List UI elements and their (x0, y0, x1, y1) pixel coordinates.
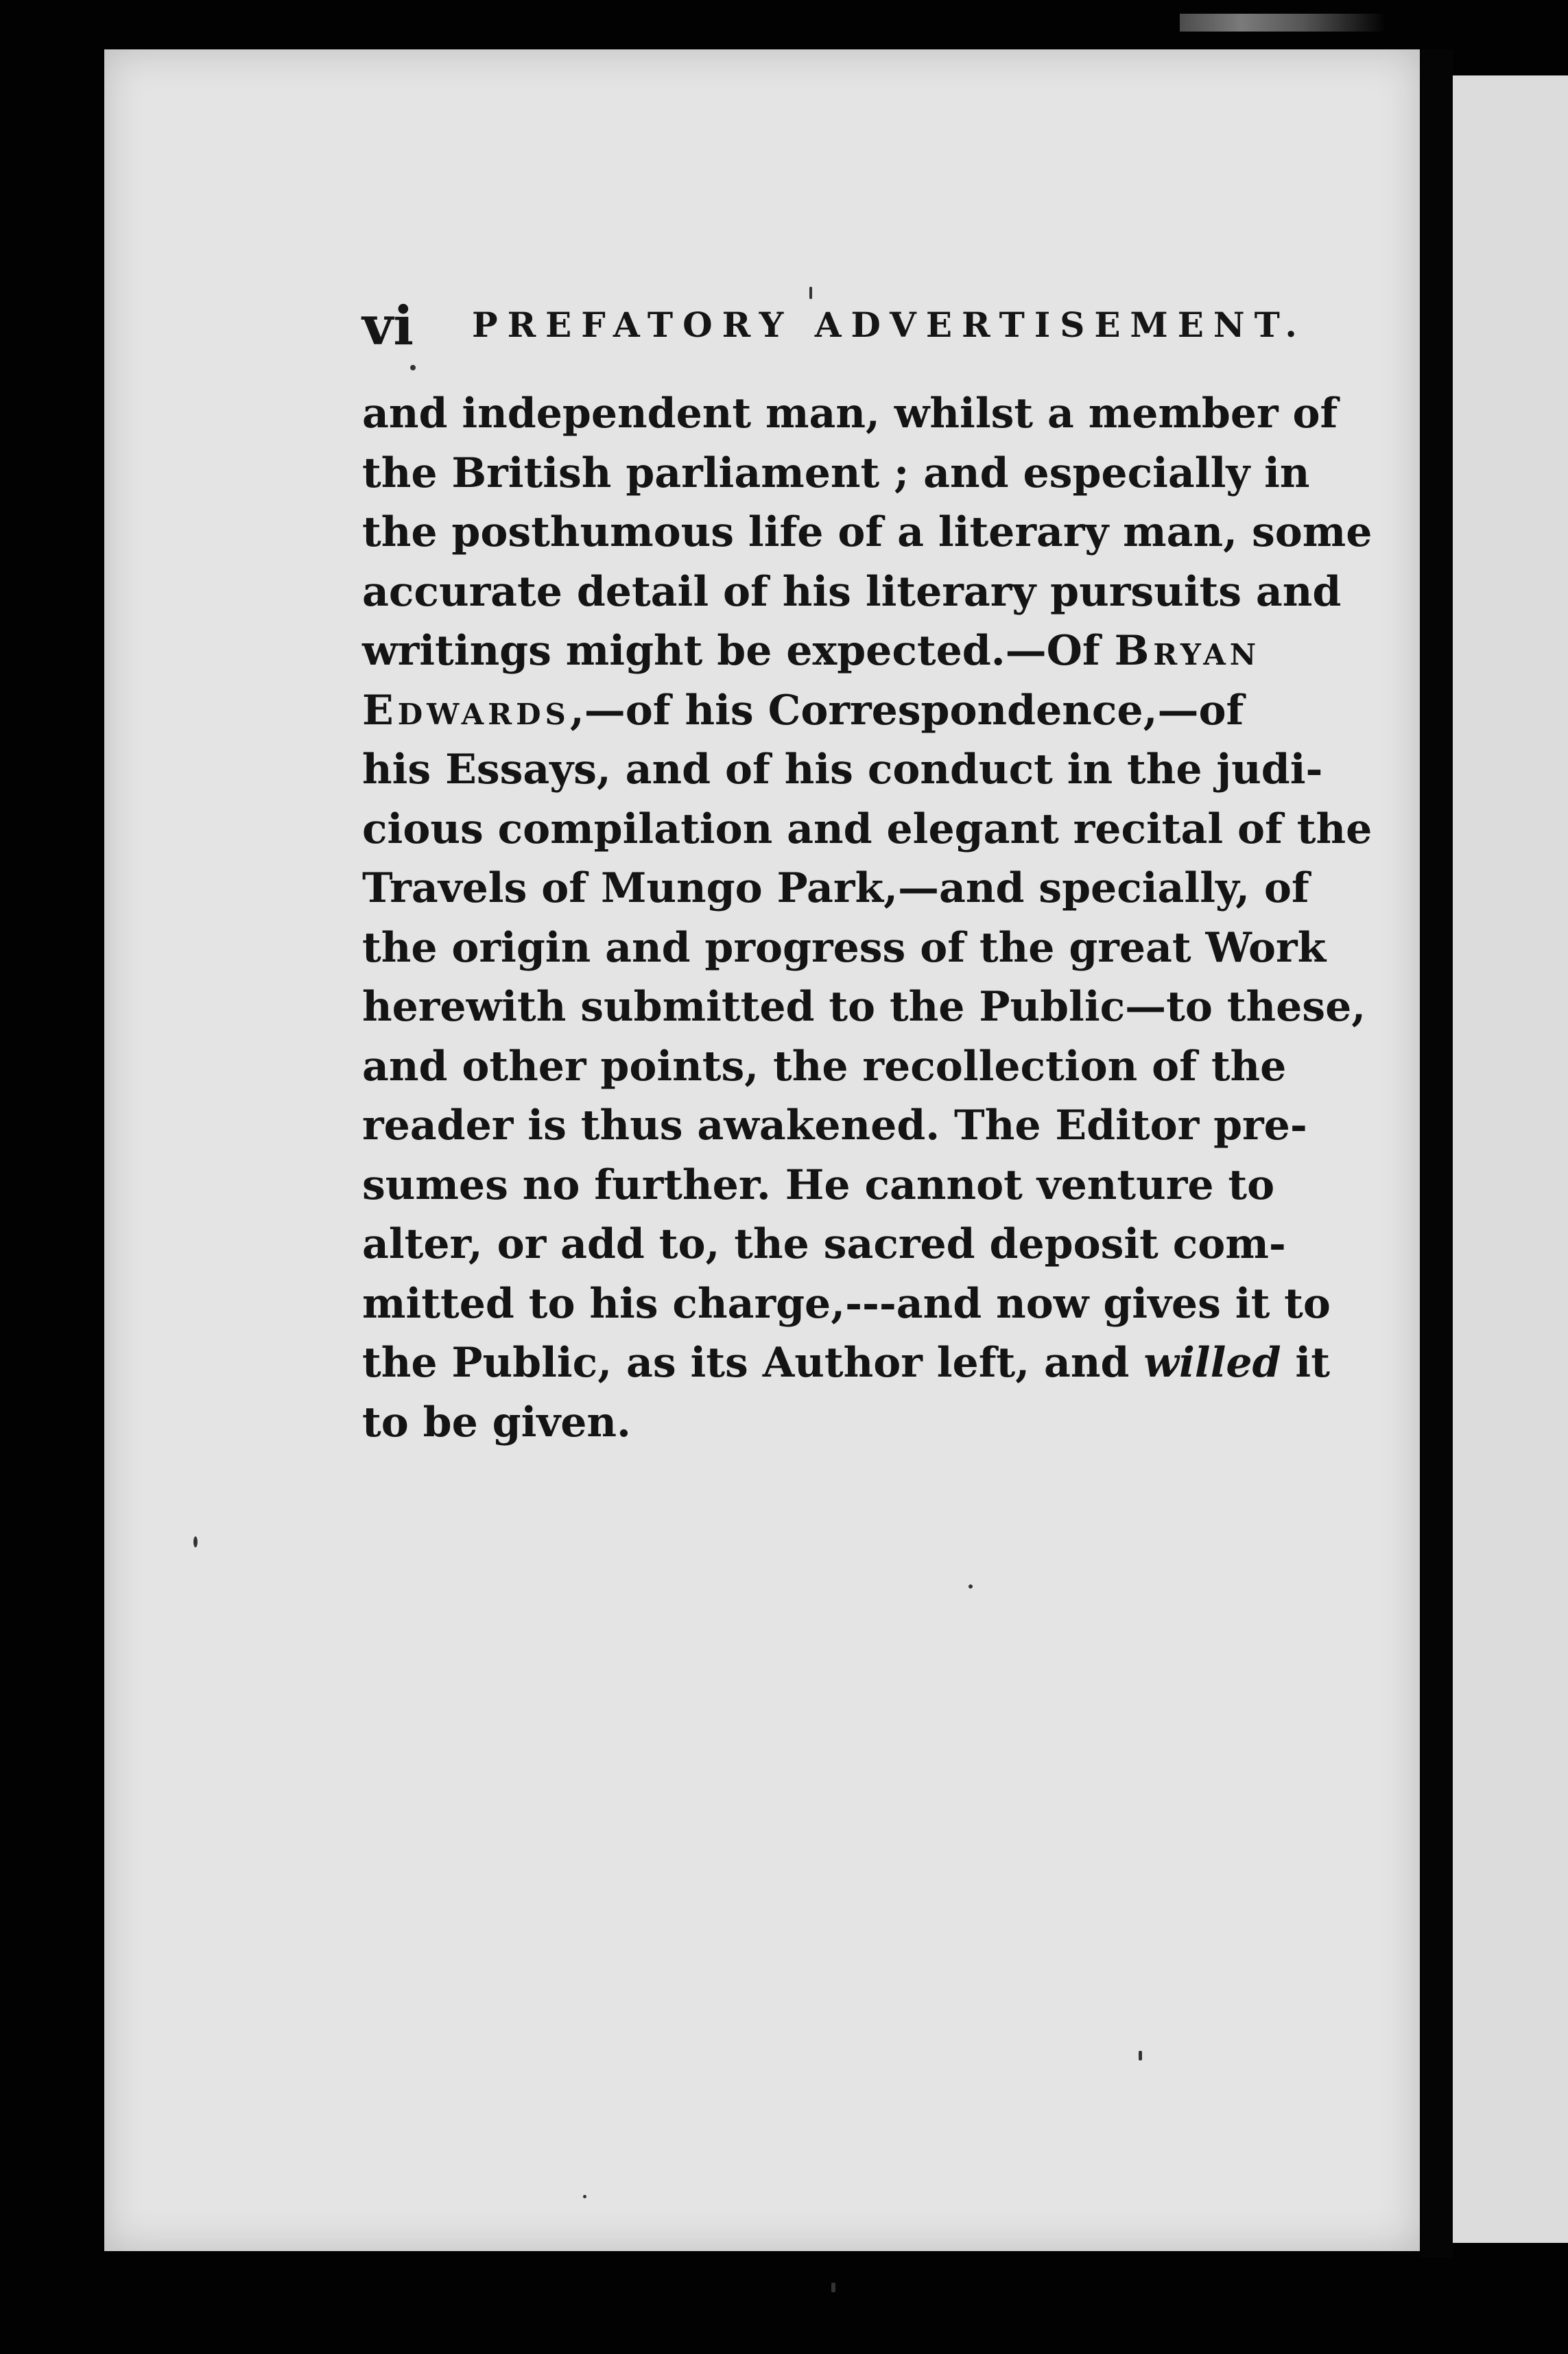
text-line-last: to be given. (362, 1398, 631, 1447)
text-line: the British parliament ; and especially in (362, 449, 1310, 497)
italic-word: willed (1143, 1339, 1281, 1387)
ink-speck (969, 1584, 973, 1589)
text-segment: the Public, as its Author left, and (362, 1339, 1144, 1387)
author-name-last: Edwards (362, 686, 570, 735)
text-line: Travels of Mungo Park,—and specially, of (362, 864, 1309, 912)
page-header (362, 295, 1307, 364)
ink-speck (1139, 2051, 1142, 2060)
text-line: sumes no further. He cannot venture to (362, 1161, 1275, 1209)
author-name-first: Bryan (1114, 627, 1261, 675)
running-head: PREFATORY ADVERTISEMENT. (472, 305, 1307, 345)
text-line: and independent man, whilst a member of (362, 390, 1338, 438)
ink-speck (410, 365, 416, 370)
text-line: the posthumous life of a literary man, some (362, 508, 1373, 556)
text-segment: writings might be expected.—Of (362, 627, 1115, 675)
text-line: accurate detail of his literary pursuits and (362, 567, 1342, 616)
facing-page-edge (1453, 75, 1568, 2243)
text-line: cious compilation and elegant recital of the (362, 805, 1373, 853)
ink-speck (809, 287, 812, 299)
text-line: and other points, the recollection of the (362, 1042, 1287, 1091)
ink-speck (831, 2283, 835, 2292)
text-line: alter, or add to, the sacred deposit com- (362, 1220, 1286, 1268)
text-line: herewith submitted to the Public—to these, (362, 983, 1366, 1031)
text-line: the origin and progress of the great Work (362, 923, 1327, 972)
ink-speck (583, 2195, 586, 2198)
text-line (362, 621, 1261, 681)
text-line (362, 1333, 1330, 1393)
ink-speck (193, 1536, 198, 1547)
text-line: reader is thus awakened. The Editor pre- (362, 1102, 1307, 1150)
show-through-text (288, 1358, 1317, 2113)
book-gutter (1420, 49, 1453, 2258)
body-text (362, 384, 1373, 1452)
text-line (362, 681, 1244, 741)
text-line: his Essays, and of his conduct in the judi- (362, 746, 1323, 794)
text-segment: ,—of his Correspondence,—of (569, 686, 1244, 735)
scan-edge-mark (1180, 14, 1386, 32)
text-segment: it (1281, 1339, 1330, 1387)
text-line: mitted to his charge,---and now gives it to (362, 1279, 1331, 1328)
page-number: vi (362, 295, 414, 357)
